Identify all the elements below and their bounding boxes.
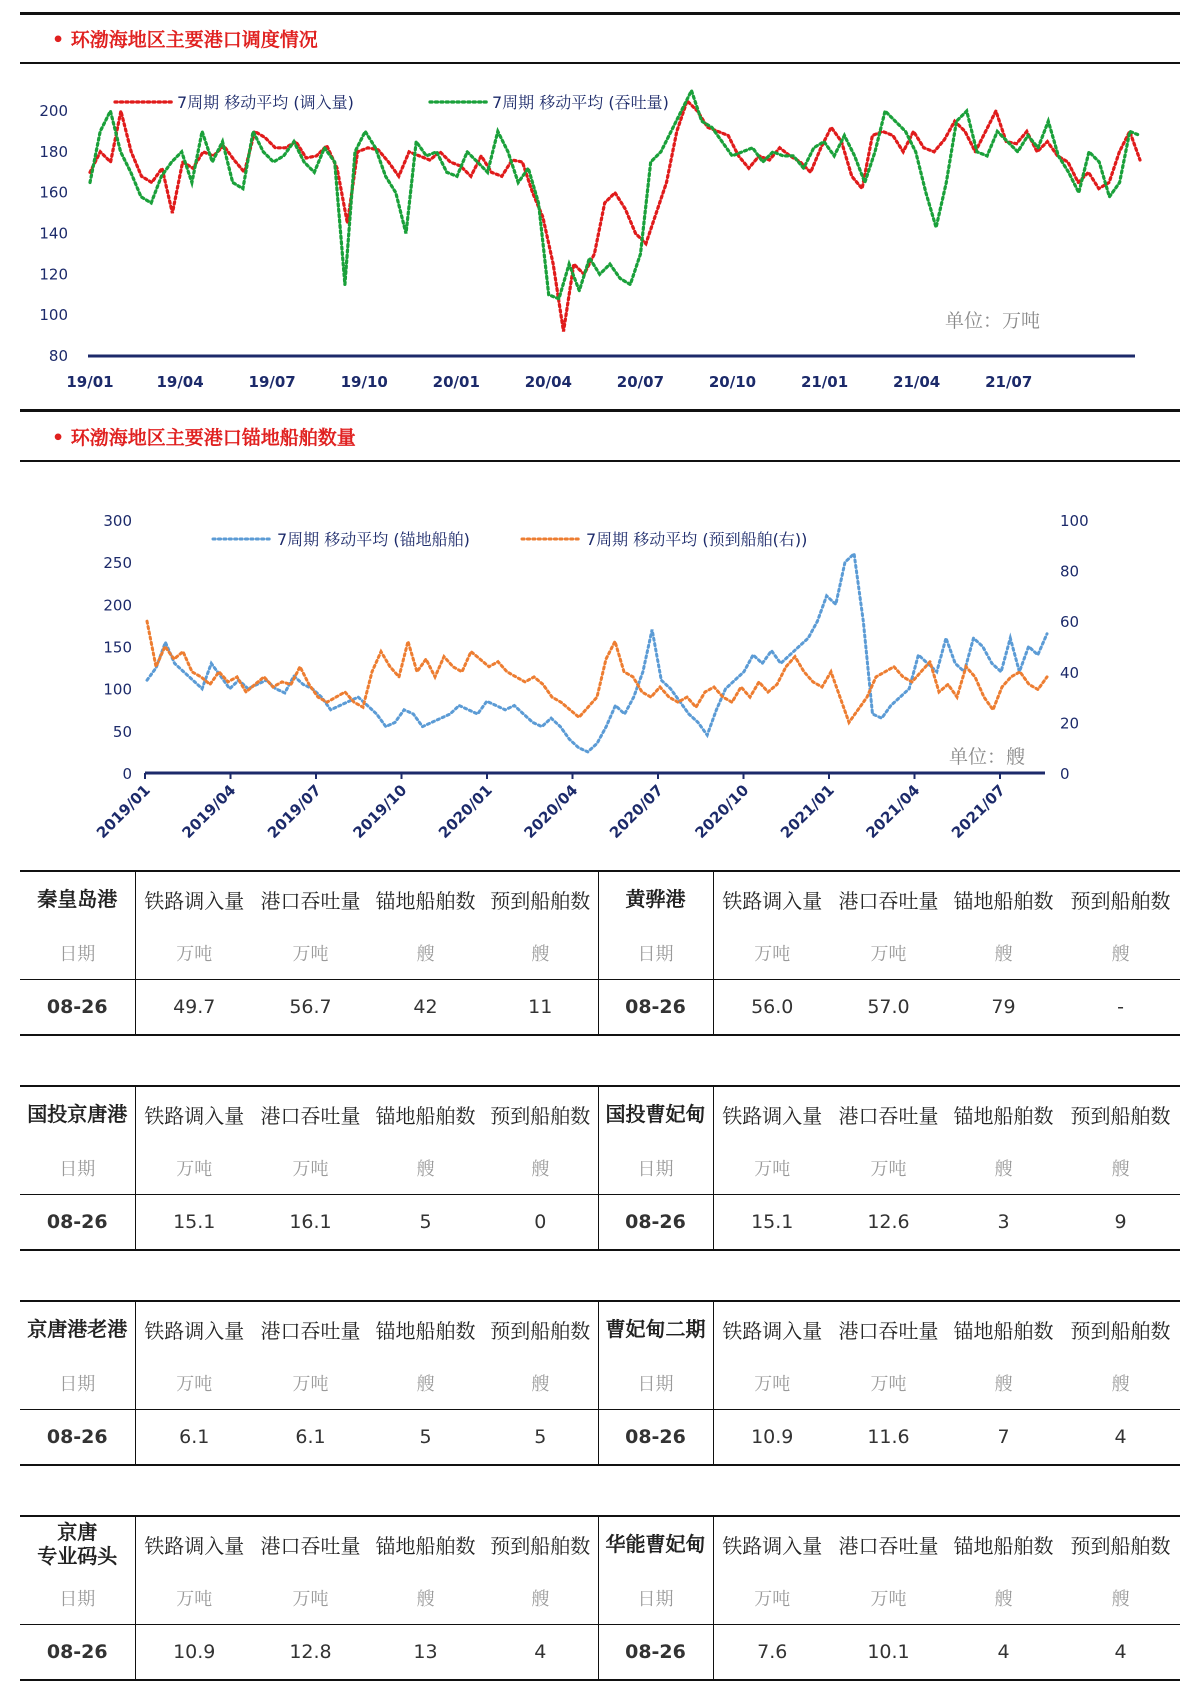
unit-cell: 艘	[483, 1571, 598, 1625]
column-header: 铁路调入量	[135, 871, 253, 926]
left-y-tick-label: 300	[103, 512, 132, 530]
x-tick-label: 20/01	[432, 373, 480, 391]
unit-cell: 万吨	[176, 1588, 213, 1610]
column-header: 预到船舶数	[1061, 1301, 1180, 1356]
column-header: 锚地船舶数	[368, 1086, 483, 1141]
unit-cell: 艘	[994, 1373, 1013, 1395]
x-tick-label: 2019/01	[92, 781, 154, 842]
unit-cell: 万吨	[292, 943, 329, 965]
value-cell: 7	[946, 1410, 1061, 1466]
x-tick-label: 20/07	[616, 373, 665, 391]
column-header: 预到船舶数	[483, 1516, 598, 1571]
unit-label: 单位：艘	[948, 746, 1025, 768]
value-cell: 0	[483, 1195, 598, 1251]
dispatch-section-title	[52, 25, 318, 52]
port-name: 国投曹妃甸	[598, 1086, 713, 1141]
column-header: 铁路调入量	[713, 1516, 831, 1571]
x-tick-label: 2019/04	[178, 781, 240, 842]
date-value: 08-26	[20, 1195, 135, 1251]
y-tick-label: 100	[39, 306, 68, 325]
column-header: 港口吞吐量	[831, 1301, 946, 1356]
unit-cell: 万吨	[292, 1588, 329, 1610]
column-header: 铁路调入量	[713, 1086, 831, 1141]
unit-cell: 艘	[416, 1373, 435, 1395]
column-header: 锚地船舶数	[946, 1086, 1061, 1141]
unit-cell: 万吨	[870, 1588, 907, 1610]
series-line-1	[147, 554, 1047, 752]
port-name: 黄骅港	[598, 871, 713, 926]
column-header: 铁路调入量	[135, 1516, 253, 1571]
unit-cell: 万吨	[292, 1158, 329, 1180]
column-header: 预到船舶数	[1061, 871, 1180, 926]
value-cell: 49.7	[135, 980, 253, 1036]
anchor-title-rule	[20, 460, 1180, 462]
bullet-icon: •	[52, 427, 65, 449]
value-cell: 5	[483, 1410, 598, 1466]
right-y-tick-label: 40	[1060, 663, 1080, 682]
anchor-chart	[0, 465, 1200, 842]
x-tick-label: 19/04	[156, 373, 204, 391]
value-cell: 12.8	[253, 1625, 368, 1681]
x-tick-label: 2019/10	[349, 781, 411, 842]
date-value: 08-26	[20, 1410, 135, 1466]
column-header: 铁路调入量	[713, 1301, 831, 1356]
right-y-tick-label: 0	[1060, 765, 1070, 783]
date-value: 08-26	[598, 1195, 713, 1251]
value-cell: -	[1061, 980, 1180, 1036]
value-cell: 16.1	[253, 1195, 368, 1251]
x-tick-label: 2020/10	[691, 781, 753, 842]
x-tick-label: 2020/04	[520, 781, 582, 842]
column-header: 锚地船舶数	[368, 871, 483, 926]
value-cell: 15.1	[713, 1195, 831, 1251]
value-cell: 56.0	[713, 980, 831, 1036]
y-tick-label: 200	[39, 102, 68, 120]
y-tick-label: 120	[39, 265, 68, 284]
value-cell: 11.6	[831, 1410, 946, 1466]
unit-cell: 艘	[483, 1356, 598, 1410]
value-cell: 9	[1061, 1195, 1180, 1251]
x-tick-label: 19/07	[248, 373, 296, 391]
value-cell: 5	[368, 1195, 483, 1251]
x-tick-label: 2021/04	[862, 781, 924, 842]
date-label: 日期	[598, 926, 713, 980]
date-value: 08-26	[20, 1625, 135, 1681]
bullet-icon: •	[52, 29, 65, 51]
right-y-tick-label: 20	[1060, 714, 1080, 733]
series-line-1	[90, 101, 1140, 332]
column-header: 铁路调入量	[135, 1301, 253, 1356]
column-header: 锚地船舶数	[946, 871, 1061, 926]
unit-cell: 万吨	[292, 1373, 329, 1395]
left-y-tick-label: 200	[103, 596, 132, 615]
legend-label-1: 7周期 移动平均 (锚地船舶)	[277, 530, 470, 549]
column-header: 锚地船舶数	[368, 1301, 483, 1356]
value-cell: 11	[483, 980, 598, 1036]
value-cell: 10.9	[713, 1410, 831, 1466]
unit-cell: 艘	[416, 943, 435, 965]
x-tick-label: 19/01	[66, 373, 114, 391]
unit-cell: 艘	[994, 1158, 1013, 1180]
left-y-tick-label: 50	[112, 722, 132, 741]
column-header: 锚地船舶数	[368, 1516, 483, 1571]
value-cell: 7.6	[713, 1625, 831, 1681]
anchor-top-rule	[20, 409, 1180, 412]
unit-cell: 万吨	[870, 1158, 907, 1180]
date-label: 日期	[598, 1571, 713, 1625]
unit-cell: 万吨	[754, 1158, 791, 1180]
column-header: 预到船舶数	[483, 1301, 598, 1356]
left-y-tick-label: 0	[122, 765, 132, 783]
top-rule	[20, 12, 1180, 15]
value-cell: 79	[946, 980, 1061, 1036]
value-cell: 4	[1061, 1625, 1180, 1681]
date-label: 日期	[20, 1571, 135, 1625]
date-value: 08-26	[20, 980, 135, 1036]
right-y-tick-label: 100	[1060, 512, 1089, 530]
x-tick-label: 2020/07	[605, 781, 667, 842]
unit-cell: 艘	[416, 1588, 435, 1610]
port-table	[20, 1085, 1180, 1251]
unit-cell: 万吨	[176, 1373, 213, 1395]
value-cell: 56.7	[253, 980, 368, 1036]
date-label: 日期	[20, 1356, 135, 1410]
x-tick-label: 2021/01	[776, 781, 838, 842]
y-tick-label: 160	[39, 183, 68, 202]
value-cell: 4	[483, 1625, 598, 1681]
value-cell: 3	[946, 1195, 1061, 1251]
value-cell: 10.1	[831, 1625, 946, 1681]
column-header: 预到船舶数	[483, 1086, 598, 1141]
x-tick-label: 20/04	[524, 373, 572, 391]
left-y-tick-label: 250	[103, 554, 132, 573]
column-header: 锚地船舶数	[946, 1516, 1061, 1571]
value-cell: 13	[368, 1625, 483, 1681]
right-y-tick-label: 80	[1060, 562, 1080, 581]
unit-cell: 艘	[1111, 943, 1130, 965]
value-cell: 57.0	[831, 980, 946, 1036]
legend-label-2: 7周期 移动平均 (预到船舶(右))	[586, 530, 808, 549]
x-tick-label: 21/07	[985, 373, 1033, 391]
value-cell: 4	[1061, 1410, 1180, 1466]
unit-cell: 艘	[1111, 1158, 1130, 1180]
value-cell: 42	[368, 980, 483, 1036]
x-tick-label: 20/10	[708, 373, 757, 391]
column-header: 铁路调入量	[135, 1086, 253, 1141]
left-y-tick-label: 150	[103, 638, 132, 657]
value-cell: 6.1	[135, 1410, 253, 1466]
date-value: 08-26	[598, 980, 713, 1036]
anchor-title-text: 环渤海地区主要港口锚地船舶数量	[70, 427, 356, 449]
port-name: 华能曹妃甸	[598, 1516, 713, 1571]
date-label: 日期	[598, 1356, 713, 1410]
port-name: 京唐港老港	[20, 1301, 135, 1356]
column-header: 港口吞吐量	[831, 1516, 946, 1571]
dispatch-title-text: 环渤海地区主要港口调度情况	[70, 29, 318, 51]
unit-cell: 万吨	[176, 1158, 213, 1180]
column-header: 港口吞吐量	[253, 1301, 368, 1356]
x-tick-label: 21/04	[893, 373, 941, 391]
column-header: 预到船舶数	[1061, 1086, 1180, 1141]
dispatch-title-rule	[20, 62, 1180, 64]
port-name: 曹妃甸二期	[598, 1301, 713, 1356]
unit-cell: 万吨	[754, 943, 791, 965]
unit-cell: 艘	[994, 1588, 1013, 1610]
date-label: 日期	[20, 926, 135, 980]
value-cell: 10.9	[135, 1625, 253, 1681]
x-tick-label: 2019/07	[263, 781, 325, 842]
column-header: 预到船舶数	[483, 871, 598, 926]
series-line-2	[147, 621, 1047, 722]
unit-cell: 万吨	[870, 943, 907, 965]
unit-cell: 万吨	[176, 943, 213, 965]
y-tick-label: 140	[39, 224, 68, 243]
legend-label-1: 7周期 移动平均 (调入量)	[177, 93, 354, 112]
value-cell: 6.1	[253, 1410, 368, 1466]
column-header: 港口吞吐量	[253, 871, 368, 926]
port-name: 京唐 专业码头	[20, 1516, 135, 1571]
unit-cell: 艘	[483, 1141, 598, 1195]
port-name: 秦皇岛港	[20, 871, 135, 926]
legend-label-2: 7周期 移动平均 (吞吐量)	[492, 93, 669, 112]
unit-cell: 艘	[994, 943, 1013, 965]
unit-cell: 万吨	[870, 1373, 907, 1395]
x-tick-label: 21/01	[800, 373, 849, 391]
column-header: 预到船舶数	[1061, 1516, 1180, 1571]
left-y-tick-label: 100	[103, 680, 132, 699]
port-table	[20, 1300, 1180, 1466]
value-cell: 4	[946, 1625, 1061, 1681]
y-tick-label: 80	[48, 347, 68, 365]
date-label: 日期	[20, 1141, 135, 1195]
column-header: 铁路调入量	[713, 871, 831, 926]
column-header: 港口吞吐量	[831, 1086, 946, 1141]
x-tick-label: 2021/07	[947, 781, 1009, 842]
port-table	[20, 870, 1180, 1036]
unit-cell: 万吨	[754, 1588, 791, 1610]
column-header: 港口吞吐量	[831, 871, 946, 926]
unit-label: 单位：万吨	[944, 310, 1040, 332]
value-cell: 5	[368, 1410, 483, 1466]
right-y-tick-label: 60	[1060, 613, 1080, 632]
unit-cell: 艘	[483, 926, 598, 980]
dispatch-chart	[0, 70, 1200, 410]
x-tick-label: 19/10	[340, 373, 388, 391]
unit-cell: 艘	[1111, 1373, 1130, 1395]
y-tick-label: 180	[39, 142, 68, 161]
column-header: 锚地船舶数	[946, 1301, 1061, 1356]
column-header: 港口吞吐量	[253, 1086, 368, 1141]
anchor-section-title	[52, 423, 356, 450]
column-header: 港口吞吐量	[253, 1516, 368, 1571]
unit-cell: 艘	[1111, 1588, 1130, 1610]
port-name: 国投京唐港	[20, 1086, 135, 1141]
unit-cell: 万吨	[754, 1373, 791, 1395]
port-table	[20, 1515, 1180, 1681]
unit-cell: 艘	[416, 1158, 435, 1180]
x-tick-label: 2020/01	[434, 781, 496, 842]
date-value: 08-26	[598, 1625, 713, 1681]
date-label: 日期	[598, 1141, 713, 1195]
value-cell: 15.1	[135, 1195, 253, 1251]
date-value: 08-26	[598, 1410, 713, 1466]
value-cell: 12.6	[831, 1195, 946, 1251]
